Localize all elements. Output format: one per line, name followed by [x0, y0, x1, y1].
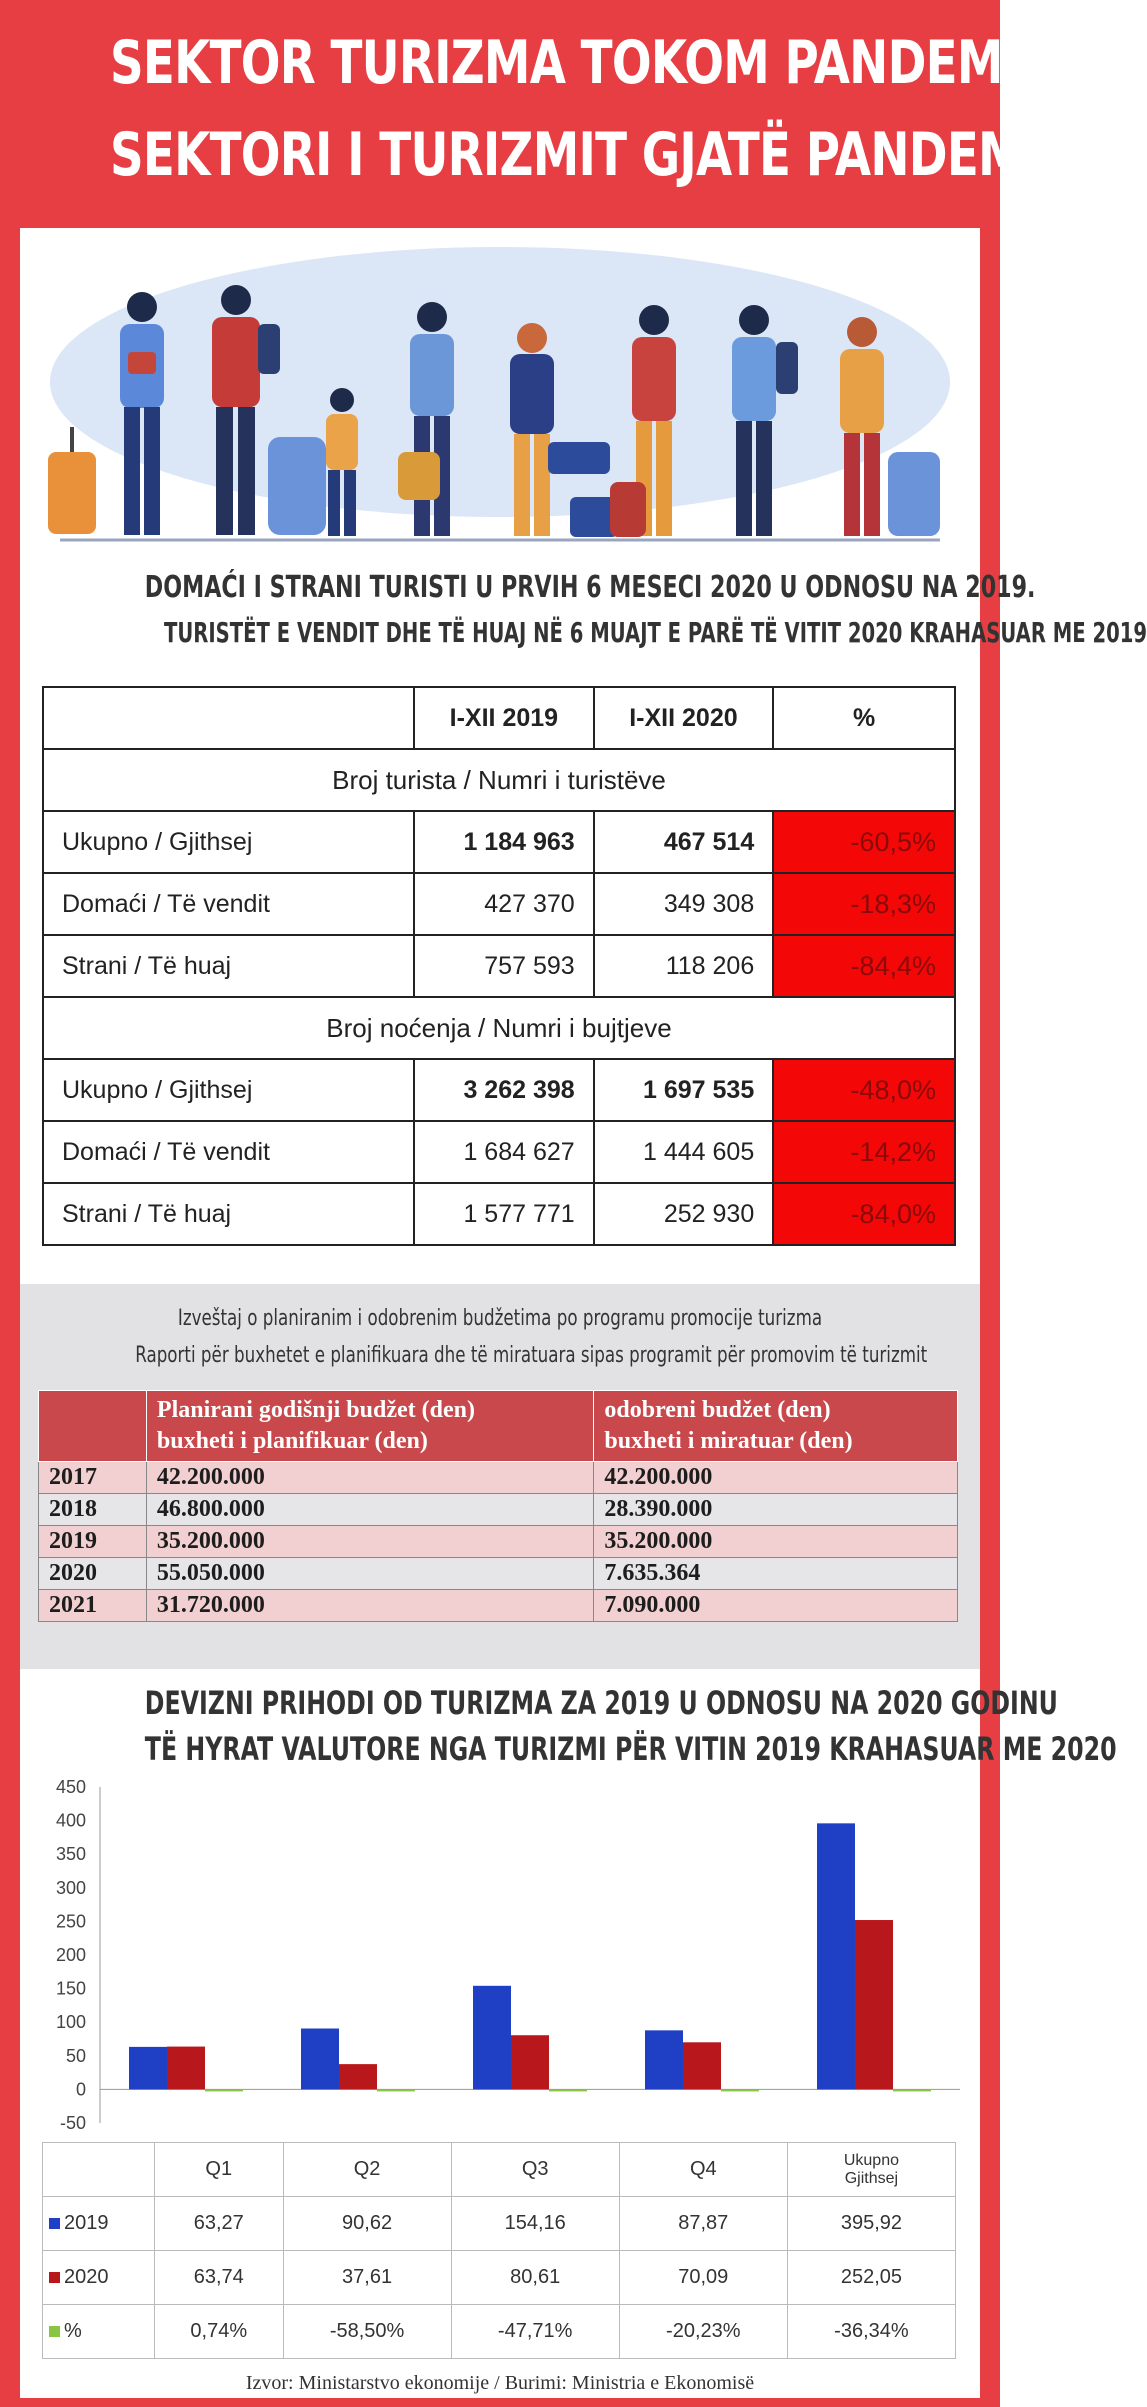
budget-table: [38, 1390, 958, 1622]
row-label: Strani / Të huaj: [43, 935, 414, 997]
value: 154,16: [451, 2197, 619, 2251]
bar-2020: [855, 1920, 893, 2089]
table-row: [43, 873, 955, 935]
value-2019: 1 577 771: [414, 1183, 594, 1245]
table-row: [43, 935, 955, 997]
table-row: [39, 1462, 958, 1494]
tourists-subtitle-2: TURISTËT E VENDIT DHE TË HUAJ NË 6 MUAJT E PARË TË VITIT 2020 KRAHASUAR ME 2019: [164, 616, 1147, 649]
y-tick-label: 0: [75, 2079, 86, 2100]
value: 37,61: [283, 2251, 451, 2305]
table-row: [39, 1494, 958, 1526]
y-tick-label: 300: [55, 1877, 86, 1898]
planned-budget: 55.050.000: [146, 1558, 593, 1590]
table-row: [43, 2197, 956, 2251]
value-2020: 118 206: [594, 935, 774, 997]
year: 2021: [39, 1590, 147, 1622]
y-tick-label: -50: [59, 2113, 86, 2133]
value-2019: 427 370: [414, 873, 594, 935]
row-label: Ukupno / Gjithsej: [43, 811, 414, 873]
table-row: [43, 1121, 955, 1183]
value: 87,87: [619, 2197, 787, 2251]
bar-2020: [683, 2042, 721, 2089]
legend-2019: [43, 2197, 155, 2251]
bar-2019: [645, 2030, 683, 2089]
value: 63,74: [155, 2251, 284, 2305]
bar-2019: [817, 1823, 855, 2089]
value-2020: 467 514: [594, 811, 774, 873]
column-header: %: [773, 687, 955, 749]
approved-header-2: buxheti i miratuar (den): [604, 1428, 853, 1454]
approved-budget: 42.200.000: [594, 1462, 958, 1494]
value-2019: 757 593: [414, 935, 594, 997]
year: 2020: [39, 1558, 147, 1590]
planned-budget: 31.720.000: [146, 1590, 593, 1622]
bar-2020: [511, 2035, 549, 2089]
category-row: [43, 2143, 956, 2197]
value: 252,05: [787, 2251, 955, 2305]
budget-title-1: Izveštaj o planiranim i odobrenim budžetima po programu promocije turizma: [177, 1306, 823, 1331]
column-header: I-XII 2019: [414, 687, 594, 749]
bar-percent: [893, 2089, 931, 2091]
table-row: [43, 1183, 955, 1245]
y-tick-label: 100: [55, 2012, 86, 2033]
value: 70,09: [619, 2251, 787, 2305]
bar-2020: [339, 2064, 377, 2089]
travelers-illustration: [20, 242, 980, 552]
value: 63,27: [155, 2197, 284, 2251]
percent-change: -18,3%: [773, 873, 955, 935]
approved-budget: 28.390.000: [594, 1494, 958, 1526]
legend-label: %: [64, 2320, 82, 2342]
table-row: [39, 1590, 958, 1622]
planned-budget: 35.200.000: [146, 1526, 593, 1558]
header: [0, 0, 1105, 228]
approved-header-1: odobreni budžet (den): [604, 1397, 831, 1423]
tourists-subtitle-1: DOMAĆI I STRANI TURISTI U PRVIH 6 MESECI 2020 U ODNOSU NA 2019.: [144, 570, 1036, 605]
section-row: [43, 749, 955, 811]
table-row: [43, 1059, 955, 1121]
y-tick-label: 150: [55, 1978, 86, 1999]
value-2019: 3 262 398: [414, 1059, 594, 1121]
table-row: [43, 811, 955, 873]
legend-label: 2020: [64, 2266, 109, 2288]
legend-swatch-icon: [49, 2326, 60, 2337]
legend-swatch-icon: [49, 2272, 60, 2283]
y-tick-label: 50: [65, 2045, 86, 2066]
category-label: Q3: [451, 2143, 619, 2197]
bar-2020: [167, 2047, 205, 2090]
title-line-1: SEKTOR TURIZMA TOKOM PANDEMIJE: [110, 28, 1068, 98]
value-2020: 349 308: [594, 873, 774, 935]
source-note: Izvor: Ministarstvo ekonomije / Burimi: Ministria e Ekonomisë: [245, 2372, 755, 2394]
tourists-table: [42, 686, 956, 1246]
approved-budget: 7.635.364: [594, 1558, 958, 1590]
column-header: [594, 1391, 958, 1462]
column-header: [39, 1391, 147, 1462]
value: -58,50%: [283, 2305, 451, 2359]
value-2019: 1 684 627: [414, 1121, 594, 1183]
value: -36,34%: [787, 2305, 955, 2359]
year: 2019: [39, 1526, 147, 1558]
section-title: Broj turista / Numri i turistëve: [43, 749, 955, 811]
value: 0,74%: [155, 2305, 284, 2359]
category-label-line-1: Ukupno: [843, 2151, 899, 2169]
y-tick-label: 450: [55, 1777, 86, 1797]
bar-percent: [205, 2089, 243, 2091]
section-title: Broj noćenja / Numri i bujtjeve: [43, 997, 955, 1059]
value: -47,71%: [451, 2305, 619, 2359]
y-tick-label: 200: [55, 1945, 86, 1965]
row-label: Domaći / Të vendit: [43, 873, 414, 935]
planned-header-1: Planirani godišnji budžet (den): [156, 1397, 475, 1423]
table-header-row: [39, 1391, 958, 1462]
bar-percent: [721, 2089, 759, 2091]
category-label: Q4: [619, 2143, 787, 2197]
percent-change: -60,5%: [773, 811, 955, 873]
revenue-data-table: [42, 2142, 956, 2359]
y-tick-label: 350: [55, 1844, 86, 1865]
legend-2020: [43, 2251, 155, 2305]
table-header-row: [43, 687, 955, 749]
percent-change: -14,2%: [773, 1121, 955, 1183]
category-label: [787, 2143, 955, 2197]
category-label-line-2: Gjithsej: [844, 2169, 899, 2187]
category-label: Q2: [283, 2143, 451, 2197]
value: 80,61: [451, 2251, 619, 2305]
year: 2017: [39, 1462, 147, 1494]
column-header: I-XII 2020: [594, 687, 774, 749]
bar-percent: [377, 2089, 415, 2091]
value-2020: 252 930: [594, 1183, 774, 1245]
approved-budget: 35.200.000: [594, 1526, 958, 1558]
table-row: [43, 2305, 956, 2359]
row-label: Strani / Të huaj: [43, 1183, 414, 1245]
row-label: Ukupno / Gjithsej: [43, 1059, 414, 1121]
percent-change: -84,4%: [773, 935, 955, 997]
percent-change: -84,0%: [773, 1183, 955, 1245]
planned-budget: 42.200.000: [146, 1462, 593, 1494]
value-2020: 1 697 535: [594, 1059, 774, 1121]
approved-budget: 7.090.000: [594, 1590, 958, 1622]
planned-header-2: buxheti i planifikuar (den): [156, 1428, 428, 1454]
value: -20,23%: [619, 2305, 787, 2359]
table-row: [39, 1526, 958, 1558]
column-header: [43, 687, 414, 749]
percent-change: -48,0%: [773, 1059, 955, 1121]
table-row: [43, 2251, 956, 2305]
title-line-2: SEKTORI I TURIZMIT GJATË PANDEMISË: [110, 120, 1105, 190]
revenue-bar-chart: [20, 1775, 980, 2175]
value: 395,92: [787, 2197, 955, 2251]
legend-label: 2019: [64, 2212, 109, 2234]
legend-swatch-icon: [49, 2218, 60, 2229]
bar-percent: [549, 2089, 587, 2091]
y-tick-label: 250: [55, 1911, 86, 1932]
revenue-title-2: TË HYRAT VALUTORE NGA TURIZMI PËR VITIN 2019 KRAHASUAR ME 2020: [144, 1730, 1117, 1768]
revenue-title-1: DEVIZNI PRIHODI OD TURIZMA ZA 2019 U ODNOSU NA 2020 GODINU: [144, 1684, 1058, 1722]
value-2020: 1 444 605: [594, 1121, 774, 1183]
empty-cell: [43, 2143, 155, 2197]
row-label: Domaći / Të vendit: [43, 1121, 414, 1183]
year: 2018: [39, 1494, 147, 1526]
section-row: [43, 997, 955, 1059]
bar-2019: [129, 2047, 167, 2090]
bar-2019: [473, 1986, 511, 2090]
value-2019: 1 184 963: [414, 811, 594, 873]
legend-percent: [43, 2305, 155, 2359]
planned-budget: 46.800.000: [146, 1494, 593, 1526]
column-header: [146, 1391, 593, 1462]
bar-2019: [301, 2029, 339, 2090]
y-tick-label: 400: [55, 1810, 86, 1831]
budget-title-2: Raporti për buxhetet e planifikuara dhe të miratuara sipas programit për promovim të turizmit: [135, 1343, 928, 1368]
table-row: [39, 1558, 958, 1590]
value: 90,62: [283, 2197, 451, 2251]
category-label: Q1: [155, 2143, 284, 2197]
